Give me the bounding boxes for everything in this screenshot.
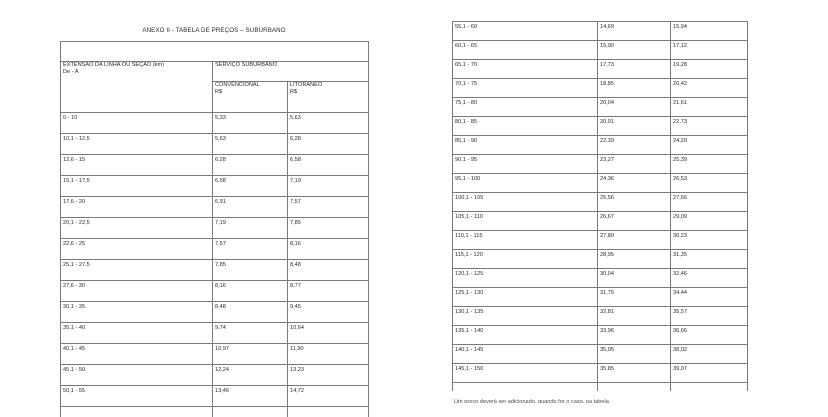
coastal-price-cell: 25,39 [671, 155, 748, 174]
coastal-price-cell: 8,16 [288, 239, 369, 260]
conventional-price-cell: 33,96 [598, 326, 671, 345]
coastal-price-cell: 26,53 [671, 174, 748, 193]
range-cell: 120,1 - 125 [453, 269, 598, 288]
conventional-price-cell: 23,27 [598, 155, 671, 174]
from-to-header: De - A [63, 69, 210, 76]
extension-header: EXTENSÃO DA LINHA OU SEÇÃO (km) [63, 62, 210, 69]
table-row [453, 345, 748, 364]
table-row [61, 218, 369, 239]
conventional-price-cell: 12,24 [213, 365, 288, 386]
range-cell: 30,1 - 35 [61, 302, 213, 323]
range-cell: 65,1 - 70 [453, 60, 598, 79]
conventional-price-cell: 24,36 [598, 174, 671, 193]
range-cell: 75,1 - 80 [453, 98, 598, 117]
conventional-price-cell: 5,63 [213, 134, 288, 155]
conventional-price-cell: 7,19 [213, 218, 288, 239]
conventional-price-cell: 14,69 [598, 22, 671, 41]
table-row-continuation [453, 383, 748, 392]
continuation-cell [598, 383, 671, 392]
coastal-price-cell: 17,12 [671, 41, 748, 60]
service-header: SERVIÇO SUBURBANO [213, 62, 369, 82]
conventional-price-cell: 8,16 [213, 281, 288, 302]
table-row [61, 281, 369, 302]
coastal-price-cell: 13,23 [288, 365, 369, 386]
range-cell: 17,6 - 20 [61, 197, 213, 218]
range-cell: 15,1 - 17,5 [61, 176, 213, 197]
note-fragment [454, 397, 674, 403]
table-row [453, 60, 748, 79]
range-cell: 12,6 - 15 [61, 155, 213, 176]
table-row [453, 155, 748, 174]
table-row [61, 365, 369, 386]
continuation-cell [61, 407, 213, 417]
coastal-price-cell: 8,48 [288, 260, 369, 281]
conventional-price-cell: 20,04 [598, 98, 671, 117]
coastal-price-cell: 36,66 [671, 326, 748, 345]
conventional-price-cell: 6,28 [213, 155, 288, 176]
range-cell: 25,1 - 27,5 [61, 260, 213, 281]
conventional-price-cell: 10,97 [213, 344, 288, 365]
conventional-price-cell: 17,73 [598, 60, 671, 79]
coastal-price-cell: 20,42 [671, 79, 748, 98]
coastal-price-cell: 9,45 [288, 302, 369, 323]
conventional-price-cell: 27,80 [598, 231, 671, 250]
coastal-price-cell: 35,57 [671, 307, 748, 326]
table-row-continuation [61, 407, 369, 417]
conventional-price-cell: 31,75 [598, 288, 671, 307]
table-row [453, 307, 748, 326]
conventional-price-cell: 6,58 [213, 176, 288, 197]
coastal-header: LITORÂNEO [290, 82, 366, 89]
range-cell: 140,1 - 145 [453, 345, 598, 364]
coastal-price-cell: 5,63 [288, 113, 369, 134]
coastal-price-cell: 24,29 [671, 136, 748, 155]
conventional-price-cell: 7,85 [213, 260, 288, 281]
range-cell: 125,1 - 130 [453, 288, 598, 307]
conventional-price-cell: 22,39 [598, 136, 671, 155]
table-row [453, 250, 748, 269]
extension-header-cell [61, 62, 213, 113]
range-cell: 60,1 - 65 [453, 41, 598, 60]
range-cell: 70,1 - 75 [453, 79, 598, 98]
coastal-price-cell: 22,73 [671, 117, 748, 136]
coastal-price-cell: 15,94 [671, 22, 748, 41]
table-row [61, 239, 369, 260]
table-row [453, 22, 748, 41]
continuation-cell [453, 383, 598, 392]
coastal-price-cell: 10,64 [288, 323, 369, 344]
conventional-price-cell: 9,74 [213, 323, 288, 344]
range-cell: 145,1 - 150 [453, 364, 598, 383]
conventional-price-cell: 35,85 [598, 364, 671, 383]
coastal-price-cell: 14,72 [288, 386, 369, 407]
range-cell: 95,1 - 100 [453, 174, 598, 193]
conventional-price-cell: 25,56 [598, 193, 671, 212]
blank-row [61, 42, 369, 62]
conventional-price-cell: 20,91 [598, 117, 671, 136]
price-table-left [60, 41, 369, 417]
continuation-cell [671, 383, 748, 392]
continuation-cell [288, 407, 369, 417]
conventional-price-cell: 32,81 [598, 307, 671, 326]
coastal-price-cell: 6,28 [288, 134, 369, 155]
table-row [61, 155, 369, 176]
range-cell: 130,1 - 135 [453, 307, 598, 326]
conventional-price-cell: 15,90 [598, 41, 671, 60]
conventional-price-cell: 26,67 [598, 212, 671, 231]
continuation-cell [213, 407, 288, 417]
range-cell: 90,1 - 95 [453, 155, 598, 174]
range-cell: 0 - 10 [61, 113, 213, 134]
range-cell: 27,6 - 30 [61, 281, 213, 302]
range-cell: 10,1 - 12,5 [61, 134, 213, 155]
range-cell: 85,1 - 90 [453, 136, 598, 155]
coastal-price-cell: 29,09 [671, 212, 748, 231]
currency-label: R$ [290, 89, 366, 96]
table-row [61, 344, 369, 365]
table-row [453, 174, 748, 193]
conventional-header-cell [213, 82, 288, 113]
table-row [453, 117, 748, 136]
coastal-price-cell: 34,44 [671, 288, 748, 307]
range-cell: 100,1 - 105 [453, 193, 598, 212]
coastal-price-cell: 6,58 [288, 155, 369, 176]
conventional-price-cell: 5,33 [213, 113, 288, 134]
coastal-price-cell: 21,61 [671, 98, 748, 117]
coastal-header-cell [288, 82, 369, 113]
header-row [61, 62, 369, 82]
range-cell: 135,1 - 140 [453, 326, 598, 345]
range-cell: 80,1 - 85 [453, 117, 598, 136]
table-row [453, 212, 748, 231]
range-cell: 110,1 - 115 [453, 231, 598, 250]
conventional-price-cell: 30,04 [598, 269, 671, 288]
range-cell: 40,1 - 45 [61, 344, 213, 365]
coastal-price-cell: 7,57 [288, 197, 369, 218]
conventional-price-cell: 6,91 [213, 197, 288, 218]
range-cell: 105,1 - 110 [453, 212, 598, 231]
table-row [61, 197, 369, 218]
range-cell: 20,1 - 22,5 [61, 218, 213, 239]
table-row [61, 302, 369, 323]
table-row [453, 288, 748, 307]
range-cell: 115,1 - 120 [453, 250, 598, 269]
coastal-price-cell: 19,28 [671, 60, 748, 79]
coastal-price-cell: 11,90 [288, 344, 369, 365]
table-row [453, 41, 748, 60]
page-title: ANEXO II - TABELA DE PREÇOS – SUBURBANO [60, 27, 368, 34]
table-row [453, 326, 748, 345]
coastal-price-cell: 7,85 [288, 218, 369, 239]
conventional-price-cell: 35,05 [598, 345, 671, 364]
price-table-right [452, 21, 748, 391]
conventional-header: CONVENCIONAL [215, 82, 285, 89]
range-cell: 35,1 - 40 [61, 323, 213, 344]
conventional-price-cell: 28,95 [598, 250, 671, 269]
note-text: Um preço deverá ser adicionado, quando for o caso, na tabela [454, 399, 674, 403]
range-cell: 55,1 - 60 [453, 22, 598, 41]
coastal-price-cell: 27,66 [671, 193, 748, 212]
conventional-price-cell: 18,85 [598, 79, 671, 98]
table-row [453, 364, 748, 383]
blank-cell [61, 42, 369, 62]
table-row [61, 323, 369, 344]
table-row [453, 269, 748, 288]
coastal-price-cell: 39,07 [671, 364, 748, 383]
table-row [453, 231, 748, 250]
range-cell: 45,1 - 50 [61, 365, 213, 386]
table-row [453, 98, 748, 117]
currency-label: R$ [215, 89, 285, 96]
range-cell: 50,1 - 55 [61, 386, 213, 407]
range-cell: 22,6 - 25 [61, 239, 213, 260]
conventional-price-cell: 7,57 [213, 239, 288, 260]
coastal-price-cell: 38,02 [671, 345, 748, 364]
table-row [61, 386, 369, 407]
coastal-price-cell: 7,19 [288, 176, 369, 197]
table-row [453, 79, 748, 98]
conventional-price-cell: 13,46 [213, 386, 288, 407]
coastal-price-cell: 32,46 [671, 269, 748, 288]
coastal-price-cell: 31,35 [671, 250, 748, 269]
conventional-price-cell: 8,48 [213, 302, 288, 323]
coastal-price-cell: 30,23 [671, 231, 748, 250]
table-row [61, 260, 369, 281]
table-row [61, 113, 369, 134]
table-row [453, 193, 748, 212]
table-row [61, 176, 369, 197]
coastal-price-cell: 8,77 [288, 281, 369, 302]
table-row [61, 134, 369, 155]
table-row [453, 136, 748, 155]
